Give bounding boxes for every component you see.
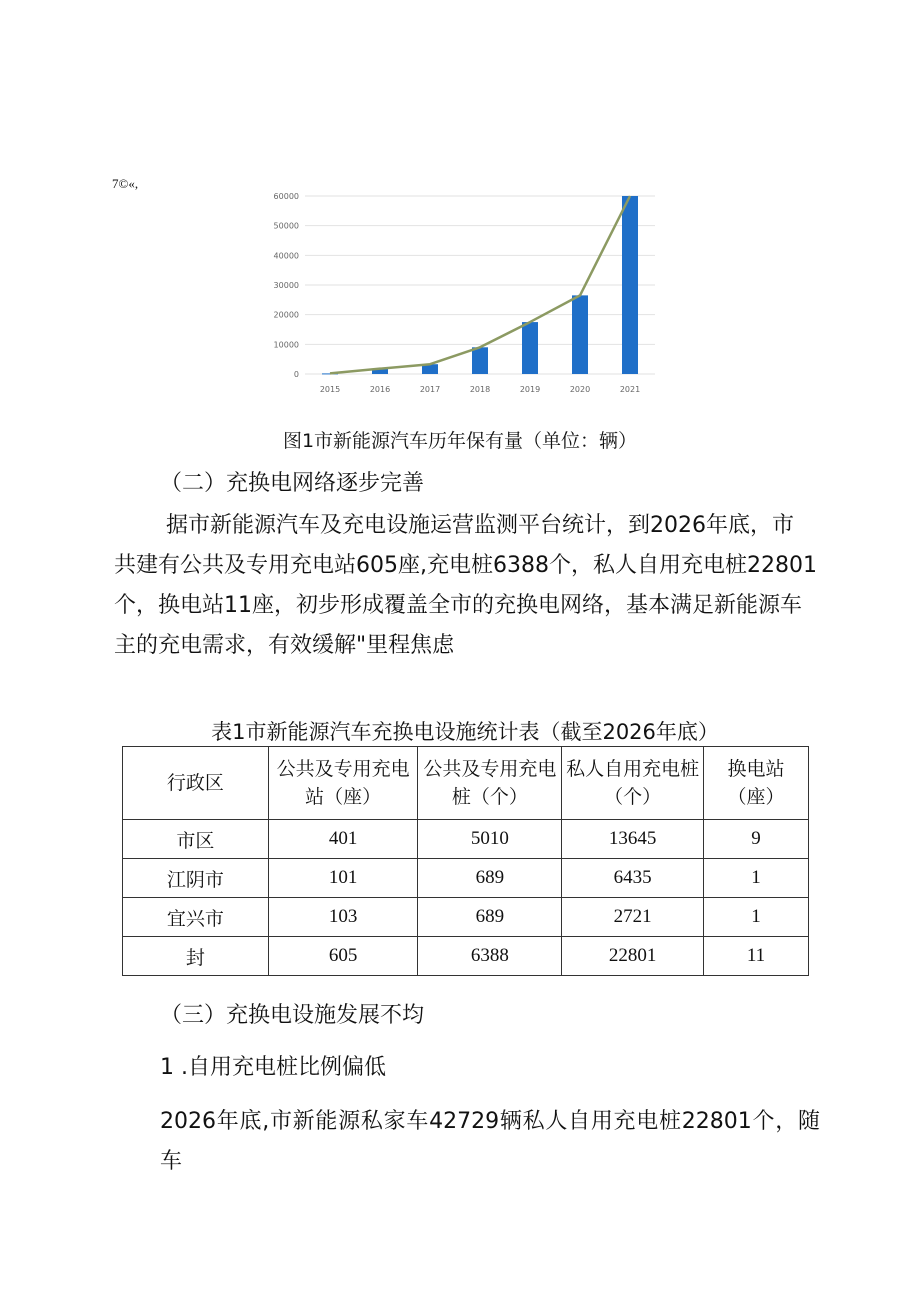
y-tick-label: 30000 (273, 281, 299, 290)
section-heading-2: （二）充换电网络逐步完善 (160, 471, 425, 496)
table-cell: 401 (268, 820, 418, 859)
paragraph-private-piles: 2026年底,市新能源私家车42729辆私人自用充电桩22801个，随车 (160, 1109, 820, 1174)
table-cell: 5010 (418, 820, 562, 859)
stray-text: 7©«, (112, 176, 139, 191)
x-tick-label: 2017 (419, 385, 441, 394)
bar (622, 196, 638, 374)
paragraph-line: 据市新能源汽车及充电设施运营监测平台统计，到2026年底，市 (166, 513, 794, 538)
table-cell: 市区 (123, 820, 269, 859)
paragraph-line: 主的充电需求，有效缓解"里程焦虑 (114, 633, 455, 658)
y-tick-label: 50000 (273, 221, 299, 231)
table-cell: 689 (418, 898, 562, 937)
y-tick-label: 0 (293, 370, 299, 379)
table-row (123, 898, 809, 937)
x-tick-label: 2015 (319, 385, 341, 394)
table-cell: 9 (704, 820, 809, 859)
bar (522, 322, 538, 374)
y-tick-label: 60000 (273, 192, 299, 201)
paragraph-line: 个，换电站11座，初步形成覆盖全市的充换电网络，基本满足新能源车 (114, 593, 802, 618)
x-tick-label: 2019 (519, 385, 541, 394)
y-tick-label: 10000 (273, 340, 299, 350)
table-cell: 江阴市 (123, 859, 269, 898)
paragraph-charging-network (114, 506, 820, 666)
vehicle-ownership-chart (255, 180, 665, 402)
header-private-piles: 私人自用充电桩 （个） (562, 747, 704, 820)
table-cell: 1 (704, 859, 809, 898)
table-cell: 宜兴市 (123, 898, 269, 937)
table-row (123, 859, 809, 898)
table-cell: 封 (123, 937, 269, 976)
paragraph-line: 共建有公共及专用充电站605座,充电桩6388个，私人自用充电桩22801 (114, 553, 817, 578)
header-swap-stations: 换电站 （座） (704, 747, 809, 820)
table-cell: 1 (704, 898, 809, 937)
chart-caption: 图1市新能源汽车历年保有量（单位：辆） (282, 430, 638, 452)
bar (572, 295, 588, 374)
header-public-stations: 公共及专用充电 站（座） (268, 747, 418, 820)
y-tick-label: 40000 (273, 251, 299, 261)
table-cell: 22801 (562, 937, 704, 976)
header-public-piles: 公共及专用充电 桩（个） (418, 747, 562, 820)
table-title: 表1市新能源汽车充换电设施统计表（截至2026年底） (211, 720, 719, 744)
x-tick-label: 2016 (369, 385, 391, 394)
x-tick-label: 2018 (469, 385, 491, 394)
section-heading-3: （三）充换电设施发展不均 (160, 1003, 425, 1028)
x-tick-label: 2021 (619, 385, 641, 394)
table-cell: 103 (268, 898, 418, 937)
table-header-row (123, 747, 809, 820)
table-cell: 6435 (562, 859, 704, 898)
facility-table (122, 746, 809, 976)
table-cell: 13645 (562, 820, 704, 859)
table-cell: 605 (268, 937, 418, 976)
table-cell: 11 (704, 937, 809, 976)
x-tick-label: 2020 (569, 385, 591, 394)
table-cell: 101 (268, 859, 418, 898)
table-cell: 6388 (418, 937, 562, 976)
table-row (123, 937, 809, 976)
header-region: 行政区 (123, 747, 269, 820)
y-tick-label: 20000 (273, 310, 299, 320)
table-cell: 689 (418, 859, 562, 898)
bar (472, 347, 488, 374)
subsection-heading-1: 1 .自用充电桩比例偏低 (160, 1055, 386, 1080)
table-row (123, 820, 809, 859)
table-cell: 2721 (562, 898, 704, 937)
